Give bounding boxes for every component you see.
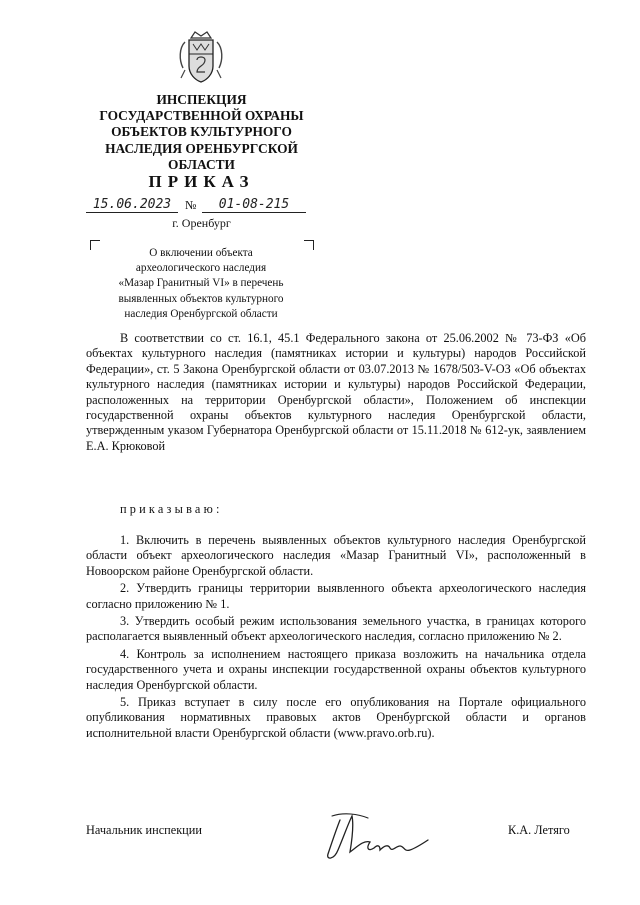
number-underline <box>202 212 306 213</box>
coat-of-arms-icon <box>177 30 225 86</box>
org-line: ИНСПЕКЦИЯ <box>156 92 247 107</box>
org-line: ОБЪЕКТОВ КУЛЬТУРНОГО <box>111 124 292 140</box>
order-items <box>86 533 586 743</box>
org-line: НАСЛЕДИЯ ОРЕНБУРГСКОЙ <box>105 140 298 156</box>
order-item: 1. Включить в перечень выявленных объектов культурного наследия Оренбургской области объект археологического наследия «Мазар Гранитный VI», расположенный в Новоорском районе Оренбургской области. <box>86 533 586 578</box>
order-item: 4. Контроль за исполнением настоящего приказа возложить на начальника отдела государственного учета и охраны инспекции государственной охраны объектов культурного наследия Оренбургской области. <box>86 646 586 692</box>
subject-line: выявленных объектов культурного <box>118 292 284 305</box>
order-item: 5. Приказ вступает в силу после его опубликования на Портале официального опубликования нормативных правовых актов Оренбургской области и органов исполнительной власти Оренбургской области (www.pravo.orb.ru). <box>86 695 586 740</box>
org-line: ОБЛАСТИ <box>168 156 235 172</box>
document-type: ПРИКАЗ <box>148 172 255 191</box>
order-date: 15.06.2023 <box>92 197 172 212</box>
org-name <box>70 92 333 173</box>
order-item: 2. Утвердить границы территории выявленного объекта археологического наследия согласно приложению № 1. <box>86 581 586 611</box>
subject-line: археологического наследия <box>135 262 267 275</box>
city: г. Оренбург <box>172 216 231 230</box>
number-sign: № <box>185 198 197 212</box>
order-number: 01-08-215 <box>218 197 290 212</box>
order-word: приказываю: <box>120 502 223 516</box>
order-item: 3. Утвердить особый режим использования земельного участка, в границах которого располагается выявленный объект археологического наследия, согласно приложению № 2. <box>86 614 586 644</box>
org-line: ГОСУДАРСТВЕННОЙ ОХРАНЫ <box>99 108 304 124</box>
signer-title: Начальник инспекции <box>86 823 202 837</box>
date-underline <box>86 212 178 213</box>
handwritten-signature <box>318 806 438 866</box>
preamble: В соответствии со ст. 16.1, 45.1 Федерального закона от 25.06.2002 № 73-ФЗ «Об объектах культурного наследия (памятниках истории и культуры) народов Российской Федерации», ст. 5 Закона Оренбургской области от 03.07.2013 № 1678/503-V-ОЗ «Об объектах культурного наследия (памятниках истории и культуры) народов Российской Федерации, расположенных на территории Оренбургской области», Положением об инспекции государственной охраны объектов культурного наследия Оренбургской области, утвержденным указом Губернатора Оренбургской области от 15.11.2018 № 612-ук, заявлением Е.А. Крюковой <box>86 331 586 453</box>
subject-line: «Мазар Гранитный VI» в перечень <box>118 277 284 290</box>
subject-line: О включении объекта <box>149 247 253 259</box>
signer-name: К.А. Летяго <box>508 823 570 837</box>
subject-line: наследия Оренбургской области <box>124 307 278 320</box>
order-subject <box>96 246 306 322</box>
